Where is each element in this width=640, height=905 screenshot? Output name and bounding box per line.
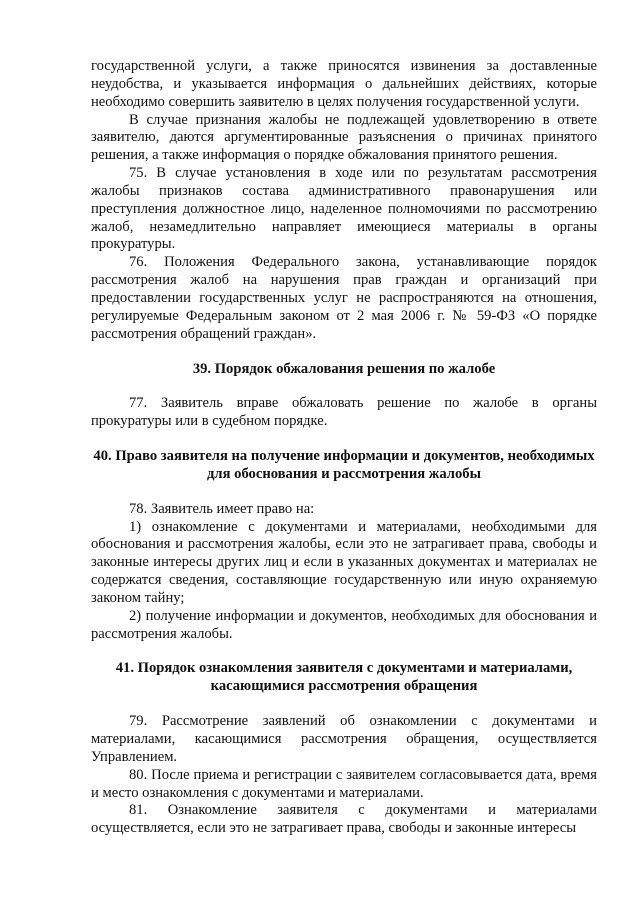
document-body — [91, 58, 597, 838]
section-heading-39: 39. Порядок обжалования решения по жалобе — [192, 360, 496, 377]
paragraph-not-satisfied: В случае признания жалобы не подлежащей удовлетворению в ответе заявителю, даются аргументированные разъяснения о причинах принятого решения, а также информация о порядке обжалования принятого решения. — [91, 111, 597, 164]
paragraph-81: 81. Ознакомление заявителя с документами и материалами осуществляется, если это не затрагивает права, свободы и законные интересы — [91, 802, 597, 837]
paragraph-78-item-2: 2) получение информации и документов, необходимых для обоснования и рассмотрения жалобы. — [91, 607, 597, 642]
paragraph-78-item-1: 1) ознакомление с документами и материалами, необходимыми для обоснования и рассмотрения жалобы, если это не затрагивает права, свободы и законные интересы других лиц и если в указанных документах и материалах не содержатся сведения, составляющие государственную или иную охраняемую законом тайну; — [91, 518, 597, 606]
section-heading-41: 41. Порядок ознакомления заявителя с документами и материалами, касающимися рассмотрения обращения — [115, 660, 573, 695]
paragraph-continuation: государственной услуги, а также приносятся извинения за доставленные неудобства, и указывается информация о дальнейших действиях, которые необходимо совершить заявителю в целях получения государственной услуги. — [91, 58, 597, 110]
paragraph-77: 77. Заявитель вправе обжаловать решение по жалобе в органы прокуратуры или в судебном порядке. — [91, 395, 597, 430]
section-heading-40: 40. Право заявителя на получение информации и документов, необходимых для обоснования и рассмотрения жалобы — [93, 448, 595, 482]
paragraph-78: 78. Заявитель имеет право на: — [129, 500, 315, 517]
paragraph-76: 76. Положения Федерального закона, устанавливающие порядок рассмотрения жалоб на нарушения прав граждан и организаций при предоставлении государственных услуг не распространяются на отношения, регулируемые Федеральным законом от 2 мая 2006 г. № 59-ФЗ «О порядке рассмотрения обращений граждан». — [91, 254, 597, 342]
paragraph-79: 79. Рассмотрение заявлений об ознакомлении с документами и материалами, касающимися рассмотрения обращения, осуществляется Управлением. — [91, 713, 597, 765]
paragraph-80: 80. После приема и регистрации с заявителем согласовывается дата, время и место ознакомления с документами и материалами. — [91, 766, 597, 801]
paragraph-75: 75. В случае установления в ходе или по результатам рассмотрения жалобы признаков состава административного правонарушения или преступления должностное лицо, наделенное полномочиями по рассмотрению жалоб, незамедлительно направляет имеющиеся материалы в органы прокуратуры. — [91, 165, 597, 253]
